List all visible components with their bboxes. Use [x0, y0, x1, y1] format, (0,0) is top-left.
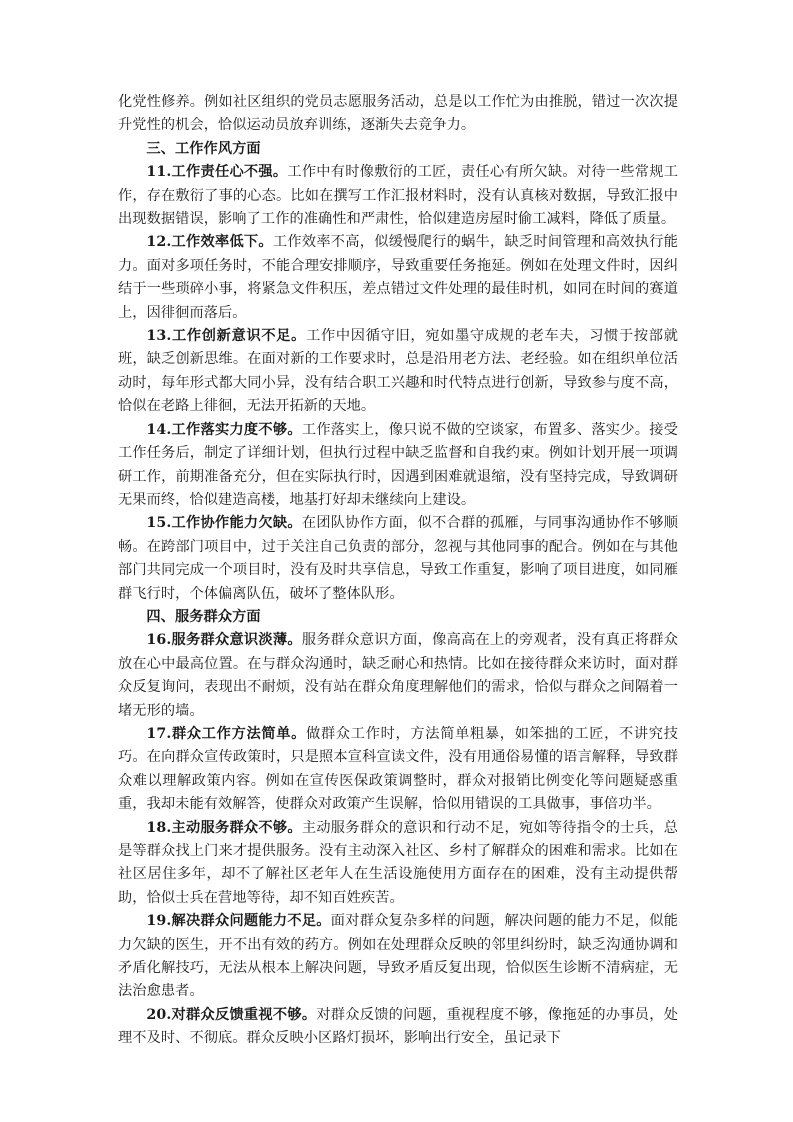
- list-item: [118, 161, 678, 231]
- item-body: 在团队协作方面，似不合群的孤雁，与同事沟通协作不够顺畅。在跨部门项目中，过于关注自己负责的部分，忽视与其他同事的配合。例如在与其他部门共同完成一个项目时，没有及时共享信息，导致工作重复，影响了项目进度，如同雁群飞行时，个体偏离队伍，破坏了整体队形。: [118, 515, 678, 602]
- list-item: [118, 1004, 678, 1051]
- list-item: [118, 512, 678, 606]
- list-item: [118, 419, 678, 513]
- item-title: 18.主动服务群众不够。: [146, 819, 302, 836]
- item-title: 17.群众工作方法简单。: [146, 725, 307, 742]
- list-item: [118, 231, 678, 325]
- item-body: 工作中有时像敷衍的工匠，责任心有所欠缺。对待一些常规工作，存在敷衍了事的心态。比如在撰写工作汇报材料时，没有认真核对数据，导致汇报中出现数据错误，影响了工作的准确性和严肃性，恰似建造房屋时偷工减料，降低了质量。: [118, 164, 678, 228]
- list-item: [118, 629, 678, 723]
- item-title: 19.解决群众问题能力不足。: [146, 913, 331, 930]
- item-title: 13.工作创新意识不足。: [146, 328, 307, 345]
- section-heading-work-style: 三、工作作风方面: [146, 140, 261, 157]
- list-item: [118, 723, 678, 817]
- item-title: 12.工作效率低下。: [146, 234, 273, 251]
- list-item: [118, 817, 678, 911]
- item-body: 工作中因循守旧，宛如墨守成规的老车夫，习惯于按部就班，缺乏创新思维。在面对新的工作要求时，总是沿用老方法、老经验。如在组织单位活动时，每年形式都大同小异，没有结合职工兴趣和时代特点进行创新，导致参与度不高，恰似在老路上徘徊，无法开拓新的天地。: [118, 328, 678, 415]
- item-title: 11.工作责任心不强。: [146, 164, 288, 181]
- intro-paragraph: 化党性修养。例如社区组织的党员志愿服务活动，总是以工作忙为由推脱，错过一次次提升党性的机会，恰似运动员放弃训练，逐渐失去竞争力。: [118, 94, 678, 134]
- list-item: [118, 910, 678, 1004]
- item-body: 做群众工作时，方法简单粗暴，如笨拙的工匠，不讲究技巧。在向群众宣传政策时，只是照本宣科宣读文件，没有用通俗易懂的语言解释，导致群众难以理解政策内容。例如在宣传医保政策调整时，群众对报销比例变化等问题疑惑重重，我却未能有效解答，使群众对政策产生误解，恰似用错误的工具做事，事倍功半。: [118, 725, 678, 813]
- item-title: 14.工作落实力度不够。: [146, 421, 302, 438]
- section-heading-serving-masses: 四、服务群众方面: [146, 608, 261, 625]
- item-body: 面对群众复杂多样的问题，解决问题的能力不足，似能力欠缺的医生，开不出有效的药方。例如在处理群众反映的邻里纠纷时，缺乏沟通协调和矛盾化解技巧，无法从根本上解决问题，导致矛盾反复出现，恰似医生诊断不清病症，无法治愈患者。: [118, 913, 678, 1000]
- document-page: [118, 91, 678, 1051]
- item-title: 20.对群众反馈重视不够。: [146, 1006, 317, 1023]
- item-body: 服务群众意识方面，像高高在上的旁观者，没有真正将群众放在心中最高位置。在与群众沟通时，缺乏耐心和热情。比如在接待群众来访时，面对群众反复询问，表现出不耐烦，没有站在群众角度理解他们的需求，恰似与群众之间隔着一堵无形的墙。: [118, 632, 678, 719]
- item-body: 工作落实上，像只说不做的空谈家，布置多、落实少。接受工作任务后，制定了详细计划，但执行过程中缺乏监督和自我约束。例如计划开展一项调研工作，前期准备充分，但在实际执行时，因遇到困难就退缩，没有坚持完成，导致调研无果而终，恰似建造高楼，地基打好却未继续向上建设。: [118, 421, 678, 508]
- list-item: [118, 325, 678, 419]
- item-title: 16.服务群众意识淡薄。: [146, 632, 302, 649]
- item-body: 主动服务群众的意识和行动不足，宛如等待指令的士兵，总是等群众找上门来才提供服务。没有主动深入社区、乡村了解群众的困难和需求。比如在社区居住多年，却不了解社区老年人在生活设施使用方面存在的困难，没有主动提供帮助，恰似士兵在营地等待，却不知百姓疾苦。: [118, 819, 678, 906]
- item-body: 工作效率不高，似缓慢爬行的蜗牛，缺乏时间管理和高效执行能力。面对多项任务时，不能合理安排顺序，导致重要任务拖延。例如在处理文件时，因纠结于一些琐碎小事，将紧急文件积压，差点错过文件处理的最佳时机，如同在时间的赛道上，因徘徊而落后。: [118, 234, 678, 321]
- item-body: 对群众反馈的问题，重视程度不够，像拖延的办事员，处理不及时、不彻底。群众反映小区路灯损坏，影响出行安全，虽记录下: [118, 1006, 678, 1047]
- item-title: 15.工作协作能力欠缺。: [146, 515, 302, 532]
